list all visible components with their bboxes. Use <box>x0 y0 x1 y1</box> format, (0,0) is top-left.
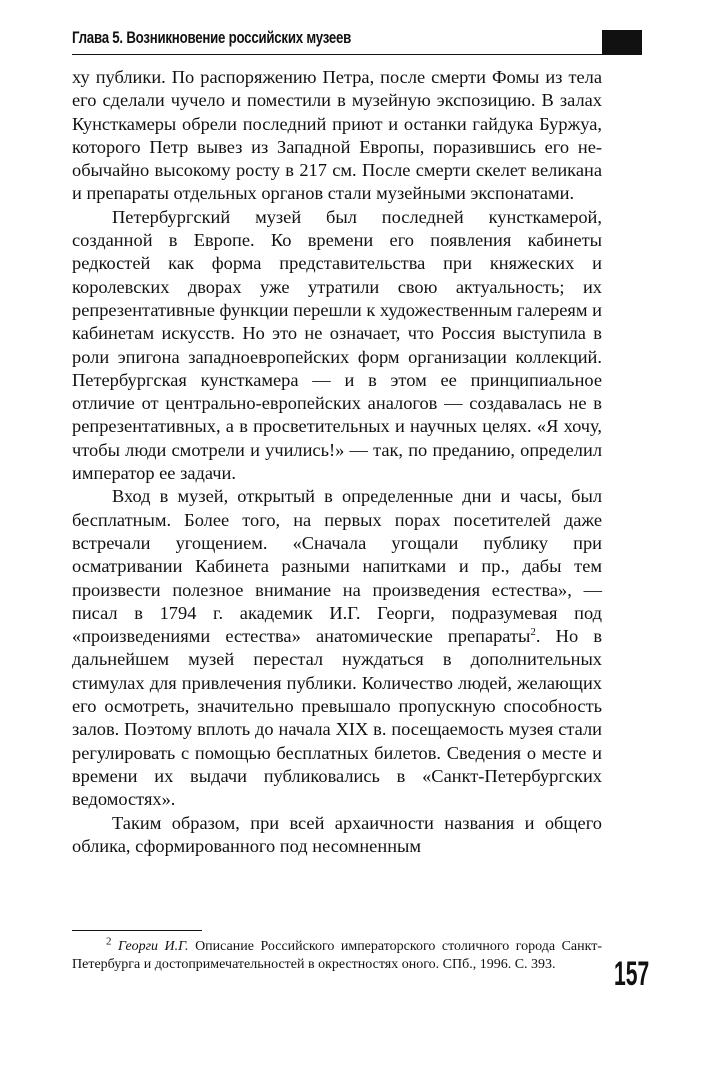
page-number: 157 <box>614 955 650 993</box>
header-black-block <box>602 30 642 54</box>
footnote <box>72 935 603 974</box>
footnote-number: 2 <box>106 935 112 948</box>
paragraph-2: Петербургский музей был последней кунсткамерой, созданной в Европе. Ко времени его появления кабинеты редкостей как форма представительства при княжеских и королевских дворах уже утратили свою актуальность; их репрезентативные функции перешли к художественным галереям и кабинетам искусств. Но это не означает, что Россия выступила в роли эпигона западноевропейских форм организации коллекций. Петербургская кунсткамера — и в этом ее принципиальное отличие от центрально-европейских аналогов — создавалась не в репрезентативных, а в просветительных и научных целях. «Я хочу, чтобы люди смотрели и учились!» — так, по преданию, определил император ее задачи. <box>72 206 602 484</box>
chapter-title: Глава 5. Возникновение российских музеев <box>72 28 352 47</box>
footnote-author: Георги И.Г. <box>118 939 189 954</box>
running-head <box>72 22 642 55</box>
footnote-rule <box>72 930 202 931</box>
paragraph-3-part-2: . Но в дальнейшем музей перестал нуждаться в дополнительных стимулах для привлечения публики. Количество людей, желающих его осмотреть, значительно превышало пропускную способность залов. Поэтому вплоть до начала XIX в. посещаемость музея стали регулировать с помощью бесплатных билетов. Сведения о месте и времени их выдачи публиковались в «Санкт-Петербургских ведомостях». <box>72 626 603 810</box>
paragraph-3 <box>72 485 602 811</box>
footnote-text: Описание Российского императорского столичного города Санкт-Петербурга и достопримечательностей в окрестностях оного. СПб., 1996. С. 393. <box>72 939 603 972</box>
footnote-reference: 2 <box>530 626 536 638</box>
main-text <box>72 66 602 858</box>
paragraph-1: ху публики. По распоряжению Петра, после смерти Фомы из тела его сделали чучело и поместили в музейную экспозицию. В залах Кунсткамеры обрели последний приют и останки гайдука Буржуа, которого Петр вывез из Западной Европы, поразившись его необычайно высокому росту в 217 см. После смерти скелет великана и препараты отдельных органов стали музейными экспонатами. <box>72 67 602 204</box>
paragraph-4: Таким образом, при всей архаичности названия и общего облика, сформированного под несомненным <box>72 812 602 856</box>
paragraph-3-part-1: Вход в музей, открытый в определенные дни и часы, был бесплатным. Более того, на первых порах посетителей даже встречали угощением. «Сначала угощали публику при осматривании Кабинета разными напитками и пр., дабы тем произвести полезное внимание на произведения естества», — писал в 1794 г. академик И.Г. Георги, подразумевая под «произведениями естества» анатомические препараты <box>72 486 602 647</box>
